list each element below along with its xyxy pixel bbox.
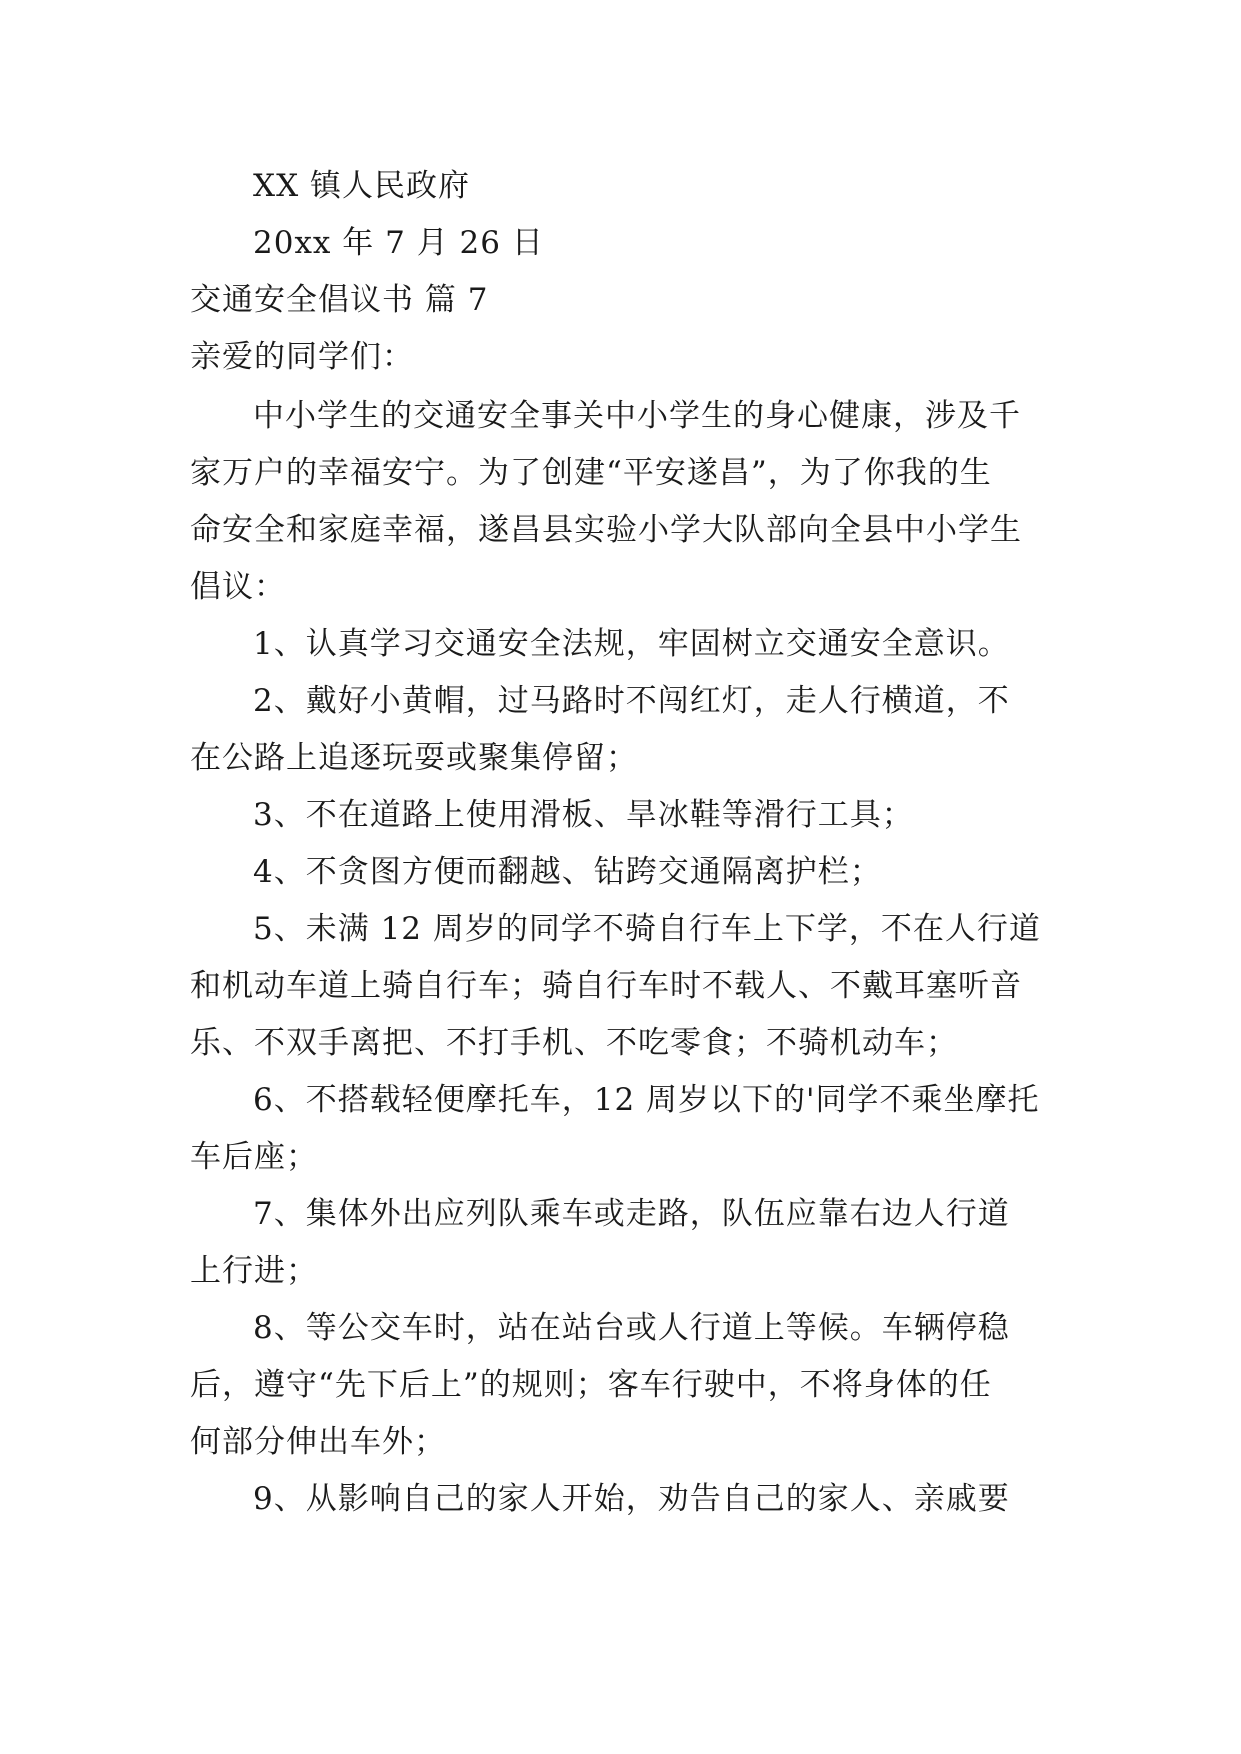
body-line: 倡议： xyxy=(190,569,286,605)
body-line: 2、戴好小黄帽，过马路时不闯红灯，走人行横道，不 xyxy=(253,683,1010,719)
body-line: 何部分伸出车外； xyxy=(190,1424,446,1460)
body-line: 乐、不双手离把、不打手机、不吃零食；不骑机动车； xyxy=(190,1025,958,1061)
body-line: 7、集体外出应列队乘车或走路，队伍应靠右边人行道 xyxy=(253,1196,1010,1232)
body-line: 和机动车道上骑自行车；骑自行车时不载人、不戴耳塞听音 xyxy=(190,968,1022,1004)
salutation: 亲爱的同学们： xyxy=(190,339,414,375)
signature-organization: XX 镇人民政府 xyxy=(253,168,470,204)
body-line: 5、未满 12 周岁的同学不骑自行车上下学，不在人行道 xyxy=(253,911,1041,947)
body-line: 6、不搭载轻便摩托车，12 周岁以下的'同学不乘坐摩托 xyxy=(253,1082,1040,1118)
body-line: 1、认真学习交通安全法规，牢固树立交通安全意识。 xyxy=(253,626,1010,662)
body-line: 命安全和家庭幸福，遂昌县实验小学大队部向全县中小学生 xyxy=(190,512,1022,548)
body-line: 在公路上追逐玩耍或聚集停留； xyxy=(190,740,638,776)
body-line: 9、从影响自己的家人开始，劝告自己的家人、亲戚要 xyxy=(253,1481,1010,1517)
signature-date: 20xx 年 7 月 26 日 xyxy=(253,225,544,261)
body-line: 上行进； xyxy=(190,1253,318,1289)
body-line: 4、不贪图方便而翻越、钻跨交通隔离护栏； xyxy=(253,854,882,890)
body-line: 8、等公交车时，站在站台或人行道上等候。车辆停稳 xyxy=(253,1310,1010,1346)
body-line: 中小学生的交通安全事关中小学生的身心健康，涉及千 xyxy=(253,398,1021,434)
body-line: 车后座； xyxy=(190,1139,318,1175)
section-title: 交通安全倡议书 篇 7 xyxy=(190,282,489,318)
body-line: 3、不在道路上使用滑板、旱冰鞋等滑行工具； xyxy=(253,797,914,833)
body-line: 后，遵守“先下后上”的规则；客车行驶中，不将身体的任 xyxy=(190,1367,992,1403)
body-line: 家万户的幸福安宁。为了创建“平安遂昌”，为了你我的生 xyxy=(190,455,992,491)
